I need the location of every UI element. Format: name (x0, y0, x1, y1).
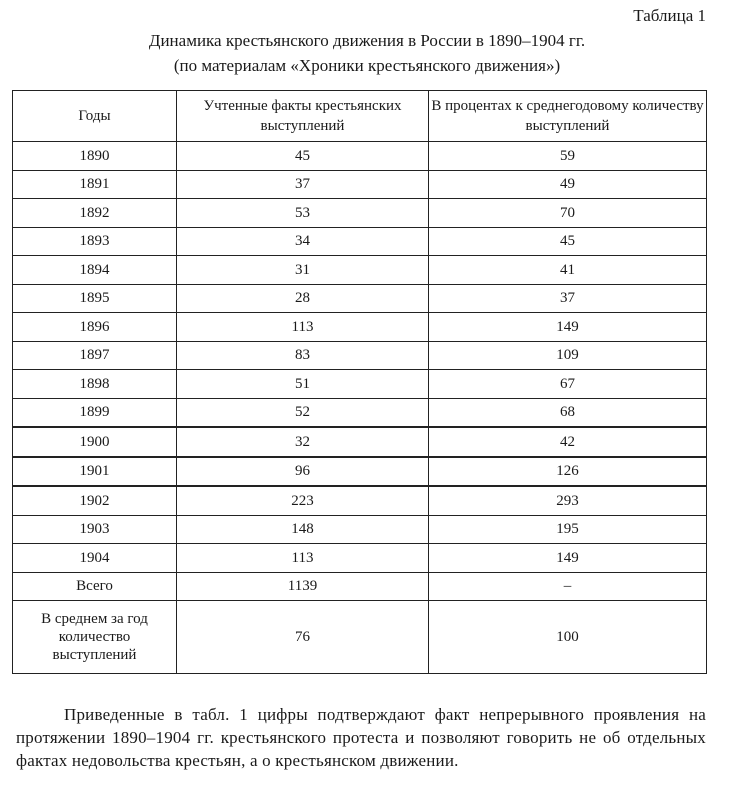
cell-year: 1890 (13, 142, 177, 171)
cell-facts: 28 (177, 284, 429, 313)
body-paragraph: Приведенные в табл. 1 цифры подтверждают факт непрерывного проявления на протяжении 1890–1904 гг. крестьянского протеста и позволяют говорить не об отдельных фактах недовольства крестьян, а о крестьянском движении. (16, 705, 706, 770)
cell-percent: 293 (429, 486, 707, 515)
peasant-movement-table (12, 90, 707, 674)
table-header-row (13, 91, 707, 142)
cell-year: 1899 (13, 398, 177, 427)
cell-percent: 68 (429, 398, 707, 427)
cell-percent: 59 (429, 142, 707, 171)
cell-percent: 67 (429, 370, 707, 399)
table-row (13, 256, 707, 285)
cell-facts: 223 (177, 486, 429, 515)
cell-facts: 37 (177, 170, 429, 199)
table-row (13, 142, 707, 171)
cell-percent: 37 (429, 284, 707, 313)
cell-percent: 70 (429, 199, 707, 228)
cell-year: 1891 (13, 170, 177, 199)
cell-facts: 148 (177, 515, 429, 544)
cell-percent: 149 (429, 544, 707, 573)
cell-year: 1900 (13, 427, 177, 457)
cell-year: 1897 (13, 341, 177, 370)
total-row (13, 572, 707, 601)
cell-year: 1903 (13, 515, 177, 544)
cell-facts: 113 (177, 544, 429, 573)
table-row (13, 199, 707, 228)
cell-percent: 109 (429, 341, 707, 370)
cell-year: 1898 (13, 370, 177, 399)
cell-percent: 195 (429, 515, 707, 544)
table-row (13, 341, 707, 370)
cell-year: 1895 (13, 284, 177, 313)
table-row (13, 398, 707, 427)
total-label: Всего (13, 572, 177, 601)
cell-year: 1904 (13, 544, 177, 573)
cell-percent: 45 (429, 227, 707, 256)
header-percent: В процентах к среднегодовому количеству выступлений (429, 91, 707, 142)
cell-percent: 49 (429, 170, 707, 199)
cell-facts: 52 (177, 398, 429, 427)
average-label: В среднем за год количество выступлений (13, 601, 177, 674)
cell-facts: 45 (177, 142, 429, 171)
cell-facts: 31 (177, 256, 429, 285)
header-years: Годы (13, 91, 177, 142)
table-row (13, 313, 707, 342)
average-facts: 76 (177, 601, 429, 674)
cell-percent: 42 (429, 427, 707, 457)
cell-facts: 53 (177, 199, 429, 228)
cell-year: 1902 (13, 486, 177, 515)
table-subtitle: (по материалам «Хроники крестьянского движения») (173, 56, 561, 75)
table-row (13, 370, 707, 399)
cell-facts: 96 (177, 457, 429, 487)
table-row (13, 427, 707, 457)
table-row (13, 227, 707, 256)
table-row (13, 544, 707, 573)
table-title: Динамика крестьянского движения в России в 1890–1904 гг. (148, 31, 586, 50)
table-row (13, 457, 707, 487)
cell-percent: 149 (429, 313, 707, 342)
cell-percent: 126 (429, 457, 707, 487)
cell-year: 1892 (13, 199, 177, 228)
header-facts: Учтенные факты крестьянских выступлений (177, 91, 429, 142)
table-number-label: Таблица 1 (633, 6, 706, 25)
cell-year: 1901 (13, 457, 177, 487)
table-row (13, 515, 707, 544)
table-row (13, 170, 707, 199)
cell-facts: 83 (177, 341, 429, 370)
total-facts: 1139 (177, 572, 429, 601)
cell-percent: 41 (429, 256, 707, 285)
cell-facts: 51 (177, 370, 429, 399)
average-row (13, 601, 707, 674)
cell-facts: 34 (177, 227, 429, 256)
total-percent: – (429, 572, 707, 601)
cell-year: 1896 (13, 313, 177, 342)
cell-year: 1894 (13, 256, 177, 285)
table-body (13, 142, 707, 674)
average-percent: 100 (429, 601, 707, 674)
cell-year: 1893 (13, 227, 177, 256)
cell-facts: 113 (177, 313, 429, 342)
table-row (13, 284, 707, 313)
cell-facts: 32 (177, 427, 429, 457)
table-row (13, 486, 707, 515)
